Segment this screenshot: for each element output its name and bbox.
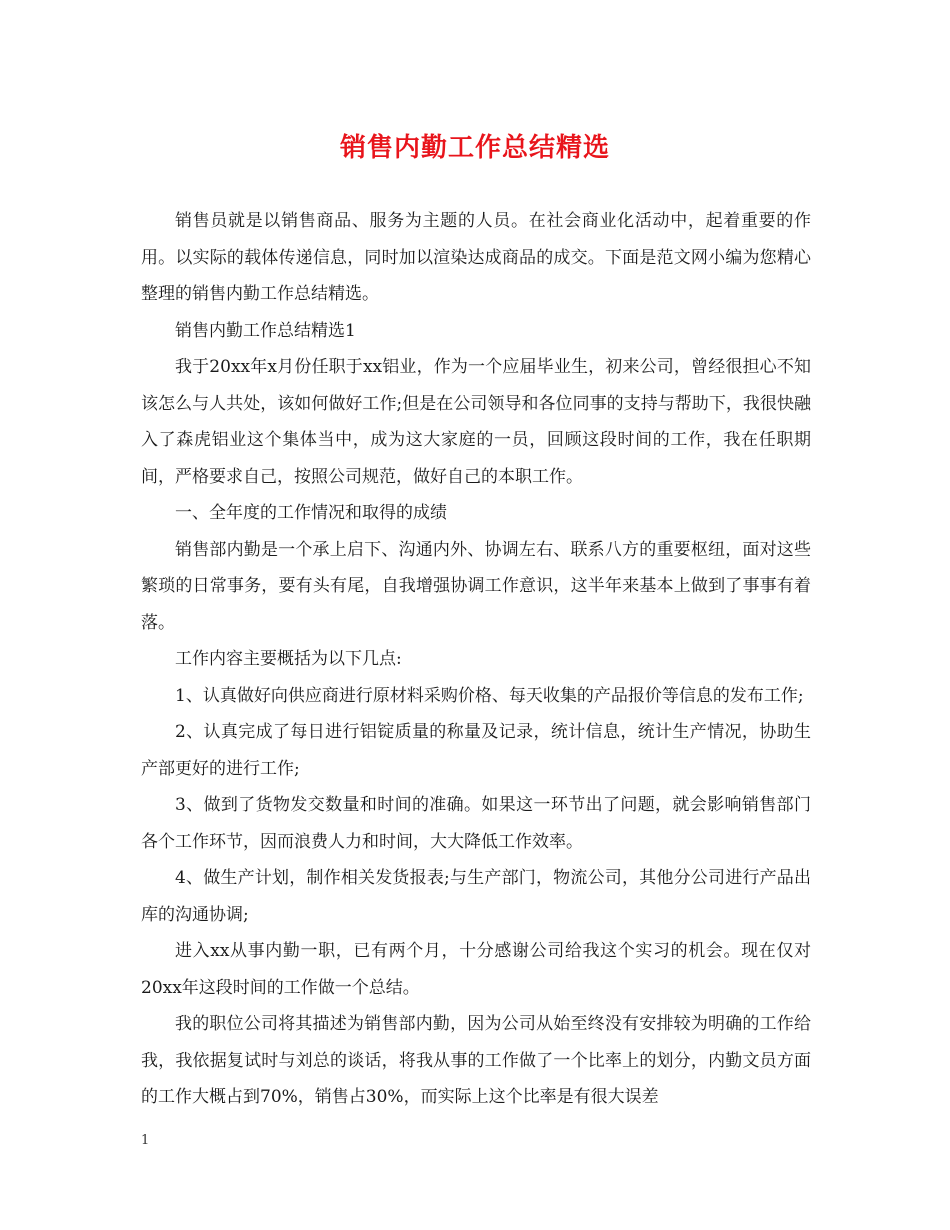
document-title: 销售内勤工作总结精选 [339, 133, 610, 163]
paragraph: 我于20xx年x月份任职于xx铝业，作为一个应届毕业生，初来公司，曾经很担心不知该怎么与人共处，该如何做好工作;但是在公司领导和各位同事的支持与帮助下，我很快融入了森虎铝业这个集体当中，成为这大家庭的一员，回顾这段时间的工作，我在任职期间，严格要求自己，按照公司规范，做好自己的本职工作。 [141, 357, 811, 487]
paragraph: 进入xx从事内勤一职，已有两个月，十分感谢公司给我这个实习的机会。现在仅对20xx年这段时间的工作做一个总结。 [141, 941, 811, 998]
paragraph: 我的职位公司将其描述为销售部内勤，因为公司从始至终没有安排较为明确的工作给我，我依据复试时与刘总的谈话，将我从事的工作做了一个比率上的划分，内勤文员方面的工作大概占到70%，销售占30%，而实际上这个比率是有很大误差 [141, 1014, 811, 1107]
document-body [141, 203, 811, 1116]
list-item: 4、做生产计划，制作相关发货报表;与生产部门，物流公司，其他分公司进行产品出库的沟通协调; [141, 868, 811, 925]
list-item: 3、做到了货物发交数量和时间的准确。如果这一环节出了问题，就会影响销售部门各个工作环节，因而浪费人力和时间，大大降低工作效率。 [141, 795, 811, 852]
paragraph: 销售部内勤是一个承上启下、沟通内外、协调左右、联系八方的重要枢纽，面对这些繁琐的日常事务，要有头有尾，自我增强协调工作意识，这半年来基本上做到了事事有着落。 [141, 539, 811, 633]
section-heading: 一、全年度的工作情况和取得的成绩 [175, 503, 447, 523]
paragraph: 工作内容主要概括为以下几点: [175, 649, 402, 669]
page-number: 1 [141, 1133, 150, 1148]
list-item: 2、认真完成了每日进行铝锭质量的称量及记录，统计信息，统计生产情况，协助生产部更好的进行工作; [141, 722, 811, 779]
paragraph-intro: 销售员就是以销售商品、服务为主题的人员。在社会商业化活动中，起着重要的作用。以实际的载体传递信息，同时加以渲染达成商品的成交。下面是范文网小编为您精心整理的销售内勤工作总结精选。 [141, 211, 811, 304]
section-heading-1: 销售内勤工作总结精选1 [175, 320, 356, 341]
list-item: 1、认真做好向供应商进行原材料采购价格、每天收集的产品报价等信息的发布工作; [175, 685, 804, 706]
